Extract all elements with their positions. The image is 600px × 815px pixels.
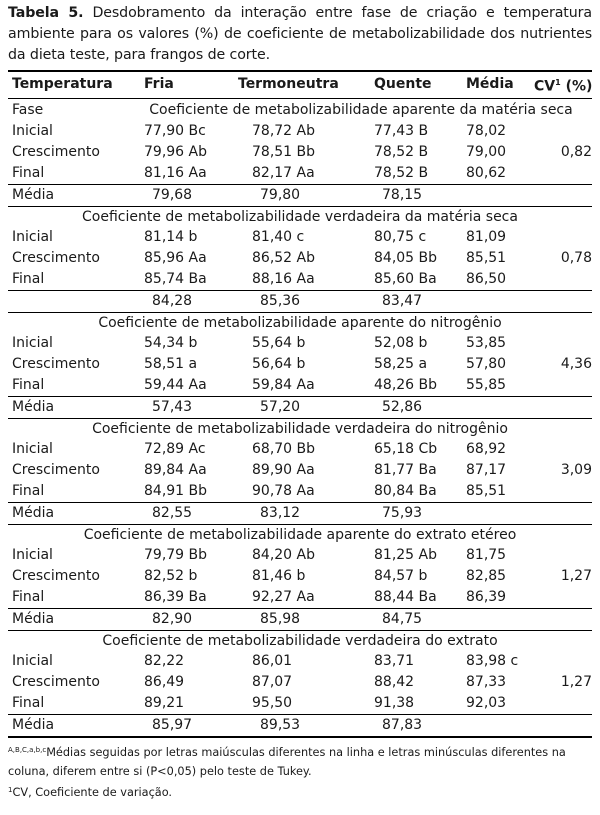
mean-quente: 75,93 xyxy=(360,502,462,524)
header-quente: Quente xyxy=(360,71,462,98)
mean-row xyxy=(8,714,592,737)
table-row xyxy=(8,672,592,693)
row-fase: Final xyxy=(12,164,45,181)
cell-fria: 89,84 Aa xyxy=(144,461,207,478)
table-row xyxy=(8,354,592,375)
cell-termoneutra: 68,70 Bb xyxy=(252,440,316,457)
mean-label: Média xyxy=(8,502,130,524)
section-title: Coeficiente de metabolizabilidade verdadeira da matéria seca xyxy=(82,208,518,225)
cell-fria: 77,90 Bc xyxy=(144,122,206,139)
header-row xyxy=(8,71,592,98)
header-termoneutra: Termoneutra xyxy=(234,71,360,98)
mean-empty-cv xyxy=(530,396,592,418)
table-row xyxy=(8,693,592,715)
cell-fria: 85,96 Aa xyxy=(144,249,207,266)
cell-termoneutra: 89,90 Aa xyxy=(252,461,315,478)
cell-cv xyxy=(530,333,592,397)
table-container xyxy=(8,0,592,802)
cell-fria: 81,14 b xyxy=(144,228,198,245)
cell-media: 81,75 xyxy=(466,546,507,563)
cell-fria: 82,22 xyxy=(144,652,185,669)
mean-empty-cv xyxy=(530,184,592,206)
header-media: Média xyxy=(462,71,530,98)
row-fase: Crescimento xyxy=(12,143,100,160)
section-title: Coeficiente de metabolizabilidade aparente da matéria seca xyxy=(149,101,573,118)
cell-quente: 77,43 B xyxy=(374,122,429,139)
row-fase: Inicial xyxy=(12,440,53,457)
cell-quente: 52,08 b xyxy=(374,334,428,351)
cell-fria: 79,79 Bb xyxy=(144,546,208,563)
row-fase: Inicial xyxy=(12,334,53,351)
table-body xyxy=(8,98,592,737)
table-row xyxy=(8,121,592,142)
mean-quente: 84,75 xyxy=(360,608,462,630)
cell-quente: 78,52 B xyxy=(374,164,429,181)
cell-termoneutra: 84,20 Ab xyxy=(252,546,315,563)
mean-empty-media xyxy=(462,608,530,630)
cell-quente: 65,18 Cb xyxy=(374,440,438,457)
cell-termoneutra: 88,16 Aa xyxy=(252,270,315,287)
row-fase: Crescimento xyxy=(12,567,100,584)
cell-termoneutra: 82,17 Aa xyxy=(252,164,315,181)
cell-termoneutra: 81,40 c xyxy=(252,228,305,245)
table-row xyxy=(8,460,592,481)
row-fase: Crescimento xyxy=(12,461,100,478)
cv-value: 1,27 xyxy=(560,673,592,690)
cell-termoneutra: 78,51 Bb xyxy=(252,143,316,160)
row-fase: Final xyxy=(12,694,45,711)
cell-termoneutra: 78,72 Ab xyxy=(252,122,315,139)
caption-label: Tabela 5. xyxy=(8,5,84,21)
cell-termoneutra: 86,01 xyxy=(252,652,293,669)
cell-quente: 83,71 xyxy=(374,652,415,669)
cell-quente: 88,42 xyxy=(374,673,415,690)
mean-label: Média xyxy=(8,714,130,737)
header-fria: Fria xyxy=(130,71,234,98)
cell-quente: 80,75 c xyxy=(374,228,427,245)
table-row xyxy=(8,587,592,609)
mean-fria: 57,43 xyxy=(130,396,234,418)
mean-fria: 82,55 xyxy=(130,502,234,524)
section-title: Coeficiente de metabolizabilidade aparente do extrato etéreo xyxy=(83,526,517,543)
footnote-cv-text: CV, Coeficiente de variação. xyxy=(12,785,173,799)
mean-row xyxy=(8,290,592,312)
cell-media: 55,85 xyxy=(466,376,507,393)
cell-media: 86,39 xyxy=(466,588,507,605)
mean-row xyxy=(8,502,592,524)
mean-quente: 52,86 xyxy=(360,396,462,418)
cell-cv xyxy=(530,121,592,185)
mean-termoneutra: 85,98 xyxy=(234,608,360,630)
cell-fria: 86,39 Ba xyxy=(144,588,207,605)
cell-fria: 58,51 a xyxy=(144,355,198,372)
cell-fria: 54,34 b xyxy=(144,334,198,351)
cell-termoneutra: 87,07 xyxy=(252,673,293,690)
mean-empty-media xyxy=(462,396,530,418)
cell-fria: 85,74 Ba xyxy=(144,270,207,287)
footnote-tukey xyxy=(8,741,592,781)
section-title: Coeficiente de metabolizabilidade aparente do nitrogênio xyxy=(98,314,502,331)
table-row xyxy=(8,375,592,397)
row-fase: Final xyxy=(12,270,45,287)
cell-media: 78,02 xyxy=(466,122,507,139)
table-row xyxy=(8,227,592,248)
table-row xyxy=(8,566,592,587)
mean-empty-media xyxy=(462,502,530,524)
cell-media: 92,03 xyxy=(466,694,507,711)
cell-cv xyxy=(530,545,592,609)
cv-value: 1,27 xyxy=(560,567,592,584)
cell-quente: 84,57 b xyxy=(374,567,428,584)
mean-label: Média xyxy=(8,608,130,630)
row-fase: Crescimento xyxy=(12,355,100,372)
mean-empty-media xyxy=(462,290,530,312)
cell-quente: 88,44 Ba xyxy=(374,588,437,605)
cell-fria: 86,49 xyxy=(144,673,185,690)
cell-cv xyxy=(530,651,592,715)
cell-media: 57,80 xyxy=(466,355,507,372)
cell-media: 80,62 xyxy=(466,164,507,181)
cell-termoneutra: 55,64 b xyxy=(252,334,306,351)
table-row xyxy=(8,545,592,566)
fase-label: Fase xyxy=(12,101,44,118)
cell-fria: 89,21 xyxy=(144,694,185,711)
mean-termoneutra: 57,20 xyxy=(234,396,360,418)
cell-cv xyxy=(530,227,592,291)
mean-empty-cv xyxy=(530,714,592,737)
table-row xyxy=(8,333,592,354)
row-fase: Crescimento xyxy=(12,249,100,266)
mean-empty-cv xyxy=(530,608,592,630)
cell-quente: 81,77 Ba xyxy=(374,461,437,478)
cell-media: 87,33 xyxy=(466,673,507,690)
footnote-cv-sup: 1 xyxy=(8,785,13,794)
cv-value: 0,78 xyxy=(560,249,592,266)
row-fase: Final xyxy=(12,376,45,393)
cell-quente: 80,84 Ba xyxy=(374,482,437,499)
cell-media: 86,50 xyxy=(466,270,507,287)
cell-media: 53,85 xyxy=(466,334,507,351)
mean-label: Média xyxy=(8,396,130,418)
table-row xyxy=(8,248,592,269)
cell-fria: 82,52 b xyxy=(144,567,198,584)
cell-media: 85,51 xyxy=(466,249,507,266)
mean-fria: 79,68 xyxy=(130,184,234,206)
table-row xyxy=(8,481,592,503)
table-row xyxy=(8,142,592,163)
mean-termoneutra: 83,12 xyxy=(234,502,360,524)
table-row xyxy=(8,439,592,460)
row-fase: Crescimento xyxy=(12,673,100,690)
caption-text: Desdobramento da interação entre fase de criação e temperatura ambiente para os valores (%) de coeficiente de metabolizabilidade dos nutrientes da dieta teste, para frangos de corte. xyxy=(8,5,592,63)
mean-empty-cv xyxy=(530,502,592,524)
cell-media: 68,92 xyxy=(466,440,507,457)
table-caption xyxy=(8,3,592,66)
cell-quente: 48,26 Bb xyxy=(374,376,438,393)
section-title-row xyxy=(8,524,592,545)
cell-media: 83,98 c xyxy=(466,652,519,669)
cv-value: 3,09 xyxy=(560,461,592,478)
mean-row xyxy=(8,184,592,206)
cv-value: 4,36 xyxy=(560,355,592,372)
mean-label xyxy=(8,290,130,312)
row-fase: Inicial xyxy=(12,122,53,139)
mean-termoneutra: 85,36 xyxy=(234,290,360,312)
cell-media: 81,09 xyxy=(466,228,507,245)
section-title-row xyxy=(8,206,592,227)
footnote-tukey-text: Médias seguidas por letras maiúsculas diferentes na linha e letras minúsculas diferentes na coluna, diferem entre si (P<0,05) pelo teste de Tukey. xyxy=(8,745,566,778)
table-row xyxy=(8,651,592,672)
cell-media: 85,51 xyxy=(466,482,507,499)
mean-quente: 87,83 xyxy=(360,714,462,737)
row-fase: Final xyxy=(12,588,45,605)
cell-cv xyxy=(530,439,592,503)
row-fase: Inicial xyxy=(12,652,53,669)
section-title: Coeficiente de metabolizabilidade verdadeira do extrato xyxy=(102,632,498,649)
mean-empty-media xyxy=(462,184,530,206)
cell-quente: 78,52 B xyxy=(374,143,429,160)
cell-termoneutra: 59,84 Aa xyxy=(252,376,315,393)
mean-fria: 82,90 xyxy=(130,608,234,630)
data-table xyxy=(8,70,592,738)
footnote-cv xyxy=(8,781,592,802)
cell-quente: 85,60 Ba xyxy=(374,270,437,287)
cell-fria: 59,44 Aa xyxy=(144,376,207,393)
footnote-tukey-sup: A,B,C,a,b,c xyxy=(8,745,47,754)
header-cv xyxy=(530,71,592,98)
cell-media: 82,85 xyxy=(466,567,507,584)
mean-empty-cv xyxy=(530,290,592,312)
mean-fria: 84,28 xyxy=(130,290,234,312)
section-title: Coeficiente de metabolizabilidade verdadeira do nitrogênio xyxy=(92,420,508,437)
cell-media: 87,17 xyxy=(466,461,507,478)
cell-termoneutra: 56,64 b xyxy=(252,355,306,372)
cell-quente: 81,25 Ab xyxy=(374,546,437,563)
mean-termoneutra: 79,80 xyxy=(234,184,360,206)
cell-media: 79,00 xyxy=(466,143,507,160)
cell-termoneutra: 86,52 Ab xyxy=(252,249,315,266)
cell-termoneutra: 92,27 Aa xyxy=(252,588,315,605)
cell-fria: 81,16 Aa xyxy=(144,164,207,181)
section-title-row xyxy=(8,312,592,333)
row-fase: Inicial xyxy=(12,228,53,245)
header-cv-label: CV xyxy=(534,78,556,95)
cell-termoneutra: 95,50 xyxy=(252,694,293,711)
mean-quente: 83,47 xyxy=(360,290,462,312)
mean-fria: 85,97 xyxy=(130,714,234,737)
section-title-row xyxy=(8,630,592,651)
cell-quente: 58,25 a xyxy=(374,355,428,372)
cell-fria: 72,89 Ac xyxy=(144,440,206,457)
row-fase: Inicial xyxy=(12,546,53,563)
table-row xyxy=(8,163,592,185)
section-title-row xyxy=(8,98,592,121)
mean-row xyxy=(8,396,592,418)
mean-label: Média xyxy=(8,184,130,206)
cell-termoneutra: 90,78 Aa xyxy=(252,482,315,499)
mean-termoneutra: 89,53 xyxy=(234,714,360,737)
section-title-row xyxy=(8,418,592,439)
header-cv-unit: (%) xyxy=(565,78,593,95)
cell-fria: 79,96 Ab xyxy=(144,143,207,160)
row-fase: Final xyxy=(12,482,45,499)
mean-row xyxy=(8,608,592,630)
mean-quente: 78,15 xyxy=(360,184,462,206)
cv-value: 0,82 xyxy=(560,143,592,160)
table-row xyxy=(8,269,592,291)
cell-termoneutra: 81,46 b xyxy=(252,567,306,584)
cell-quente: 84,05 Bb xyxy=(374,249,438,266)
cell-quente: 91,38 xyxy=(374,694,415,711)
cell-fria: 84,91 Bb xyxy=(144,482,208,499)
header-cv-sup: 1 xyxy=(555,78,561,87)
header-temperatura: Temperatura xyxy=(8,71,130,98)
mean-empty-media xyxy=(462,714,530,737)
